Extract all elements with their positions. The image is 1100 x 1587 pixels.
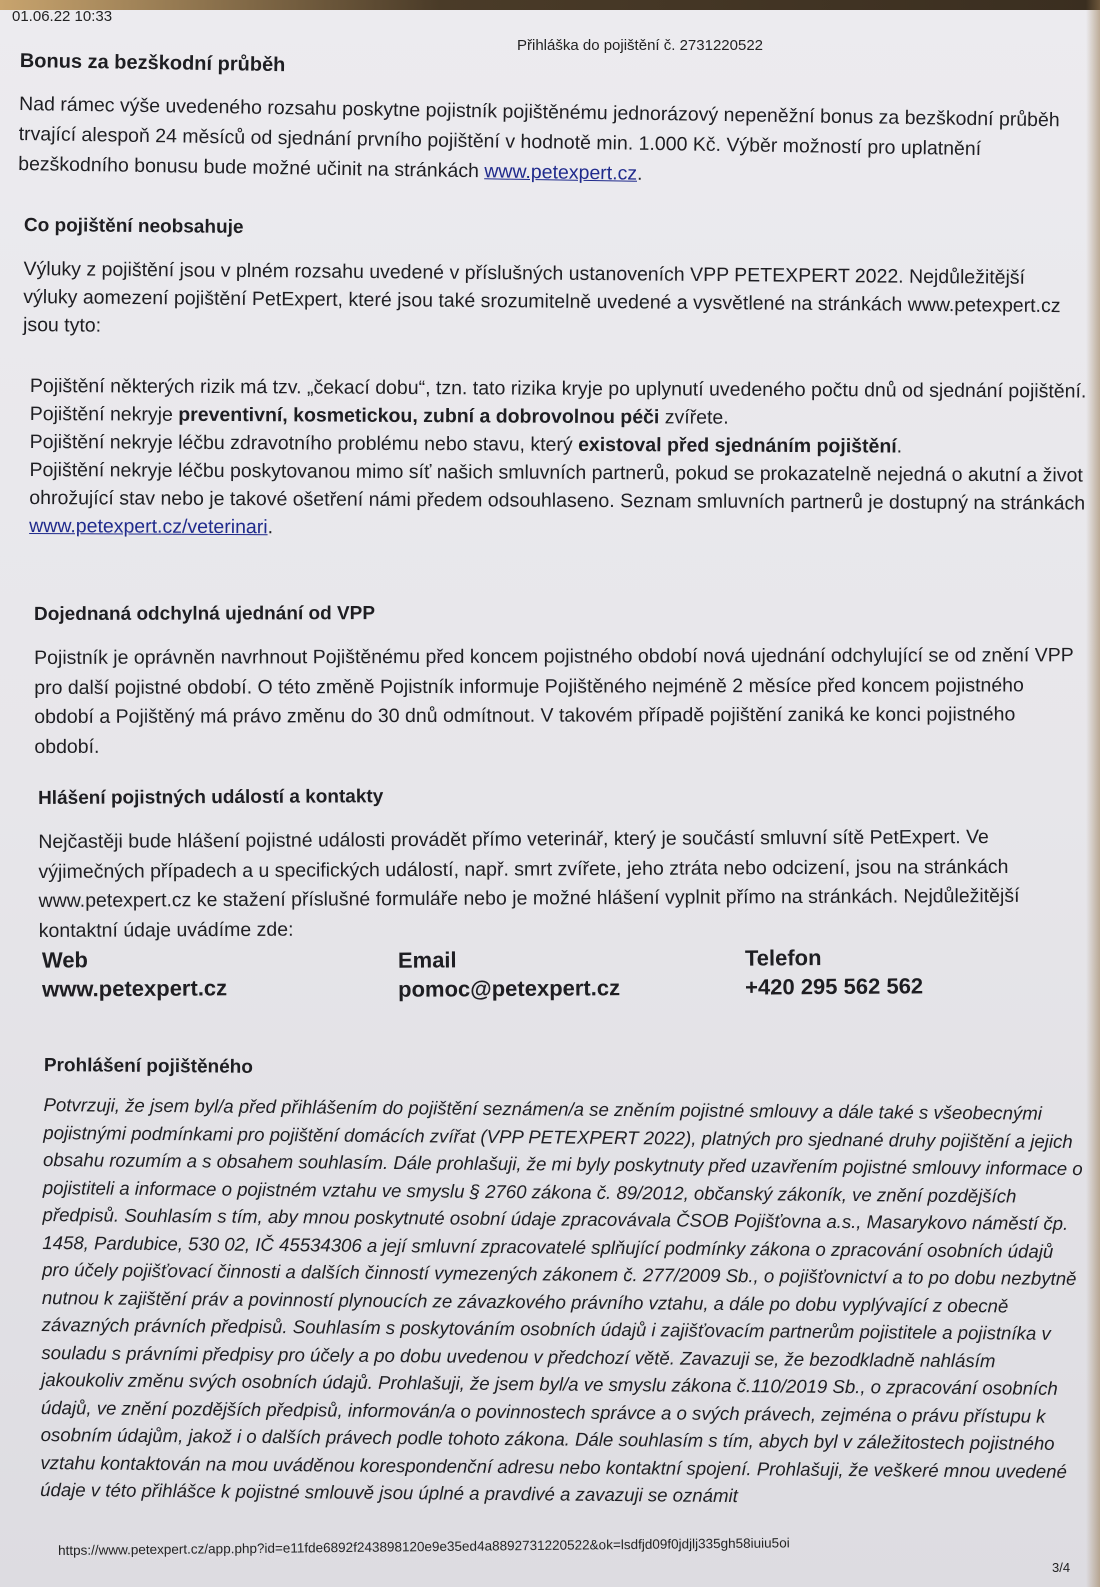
- contact-label: Email: [397, 947, 457, 973]
- veterinari-link[interactable]: www.petexpert.cz/veterinari: [29, 514, 268, 539]
- section-heading: Dojednaná odchylná ujednání od VPP: [34, 603, 376, 625]
- contact-label: Web: [41, 947, 89, 973]
- exclusion-text: Pojištění nekryje: [29, 402, 179, 426]
- exclusion-item: [29, 456, 1089, 546]
- contact-phone: [745, 942, 923, 1001]
- exclusion-emphasis: preventivní, kosmetickou, zubní a dobrovolnou péči: [178, 403, 660, 429]
- section-heading: Bonus za bezškodní průběh: [19, 50, 286, 77]
- exclusions-list: [29, 372, 1090, 546]
- contact-email: [398, 944, 620, 1004]
- section-text: Pojistník je oprávněn navrhnout Pojištěnému před koncem pojistného období nová ujednání odchylující se od znění VPP pro další pojistné období. O této změně Pojistník informuje Pojištěného nejméně 2 měsíce před koncem pojistného období a Pojištěný má právo změnu do 30 dnů odmítnout. V takovém případě pojištění zaniká ke konci pojistného období.: [34, 644, 1074, 758]
- exclusion-text: zvířete.: [659, 406, 729, 429]
- section-heading: Co pojištění neobsahuje: [23, 215, 244, 238]
- contact-value[interactable]: pomoc@petexpert.cz: [398, 975, 621, 1002]
- section-bonus: [18, 50, 1080, 196]
- exclusion-text: Pojištění nekryje léčbu zdravotního problému nebo stavu, který: [29, 430, 579, 456]
- bonus-text-end: .: [636, 162, 643, 185]
- section-deviations: [34, 601, 1074, 762]
- exclusion-item: Pojištění některých rizik má tzv. „čekací dobu“, tzn. tato rizika kryje po uplynutí uvedeného počtu dnů od sjednání pojištění.: [29, 374, 1087, 403]
- section-text: [18, 89, 1079, 196]
- exclusion-text: .: [267, 516, 274, 539]
- section-claims: [38, 783, 1079, 946]
- contact-value[interactable]: +420 295 562 562: [745, 973, 924, 1000]
- section-heading: Prohlášení pojištěného: [43, 1055, 254, 1078]
- background-edge: [0, 0, 1100, 10]
- footer-url: https://www.petexpert.cz/app.php?id=e11fde6892f243898120e9e35ed4a8892731220522&ok=lsdfjd09f0jdjlj335gh58iuiu5oi: [58, 1535, 790, 1558]
- section-declaration: [40, 1055, 1084, 1513]
- contact-label: Telefon: [744, 945, 822, 971]
- bonus-text: Nad rámec výše uvedeného rozsahu poskytne pojistník pojištěnému jednorázový nepeněžní bonus za bezškodní průběh trvající alespoň 24 měsíců od sjednání prvního pojištění v hodnotě min. 1.000 Kč. Výběr možností pro uplatnění bezškodního bonusu bude možné učinit na stránkách: [18, 92, 1060, 183]
- contact-web: [42, 944, 227, 1003]
- exclusion-text: Pojištění nekryje léčbu poskytovanou mimo síť našich smluvních partnerů, pokud se prokazatelně nejedná o akutní a život ohrožující stav nebo je takové ošetření námi předem odsouhlaseno. Seznam smluvních partnerů je dostupný na stránkách: [29, 458, 1086, 515]
- section-text: Nejčastěji bude hlášení pojistné události provádět přímo veterinář, který je součástí smluvní sítě PetExpert. Ve výjimečných případech a u specifických událostí, např. smrt zvířete, jeho ztráta nebo odcizení, jsou na stránkách www.petexpert.cz ke stažení příslušné formuláře nebo je možné hlášení vyplnit přímo na stránkách. Nejdůležitější kontaktní údaje uvádíme zde:: [38, 826, 1020, 942]
- page-shadow: [1086, 0, 1100, 1587]
- petexpert-link[interactable]: www.petexpert.cz: [484, 160, 638, 185]
- exclusion-emphasis: existoval před sjednáním pojištění: [578, 433, 897, 458]
- contact-value[interactable]: www.petexpert.cz: [42, 975, 228, 1002]
- form-title: Přihláška do pojištění č. 2731220522: [517, 37, 764, 54]
- section-exclusions: [23, 215, 1084, 348]
- page-number: 3/4: [1052, 1560, 1071, 1575]
- exclusions-intro: Výluky z pojištění jsou v plném rozsahu uvedené v příslušných ustanoveních VPP PETEXPERT 2022. Nejdůležitější výluky aomezení pojištění PetExpert, které jsou také srozumitelně uvedené a vysvětlené na stránkách www.petexpert.cz jsou tyto:: [22, 257, 1061, 337]
- declaration-text: Potvrzuji, že jsem byl/a před přihlášením do pojištění seznámen/a se zněním pojistné smlouvy a dále také s všeobecnými pojistnými podmínkami pro pojištění domácích zvířat (VPP PETEXPERT 2022), platných pro sjednané druhy pojištění a jejich obsahu rozumím a s obsahem souhlasím. Dále prohlašuji, že mi byly poskytnuty před uzavřením pojistné smlouvy informace o pojistiteli a informace o pojistném vztahu ve smyslu § 2760 zákona č. 89/2012, občanský zákoník, ve znění pozdějších předpisů. Souhlasím s tím, aby mnou poskytnuté osobní údaje zpracovávala ČSOB Pojišťovna a.s., Masarykovo náměstí čp. 1458, Pardubice, 530 02, IČ 45534306 a její smluvní zpracovatelé splňující podmínky zákona o zpracování osobních údajů pro účely pojišťovací činnosti a dalších činností vymezených zákonem č. 277/2009 Sb., o pojišťovnictví a to po dobu nezbytně nutnou k zajištění práv a povinností plynoucích ze závazkového právního vztahu, a dále po dobu vyplývající z obecně závazných právních předpisů. Souhlasím s poskytováním osobních údajů i zajišťovacím partnerům pojistitele a pojistníka v souladu s právními předpisy pro účely a po dobu uvedenou v předchozí větě. Zavazuji se, že bezodkladně nahlásím jakoukoliv změnu svých osobních údajů. Prohlašuji, že jsem byl/a ve smyslu zákona č.110/2019 Sb., o zpracování osobních údajů, ve znění pozdějších předpisů, informován/a o povinnostech správce a o svých právech, zejména o právu přístupu k osobním údajům, jakož i o dalších právech podle tohoto zákona. Dále souhlasím s tím, abych byl v záležitostech pojistného vztahu kontaktován na mou uváděnou korespondenční adresu nebo kontaktní spojení. Prohlašuji, že veškeré mnou uvedené údaje v této přihlášce k pojistné smlouvě jsou úplné a pravdivé a zavazuji se oznámit: [40, 1093, 1083, 1507]
- section-heading: Hlášení pojistných událostí a kontakty: [38, 786, 384, 809]
- print-datetime: 01.06.22 10:33: [12, 8, 113, 25]
- exclusion-text: .: [896, 435, 903, 458]
